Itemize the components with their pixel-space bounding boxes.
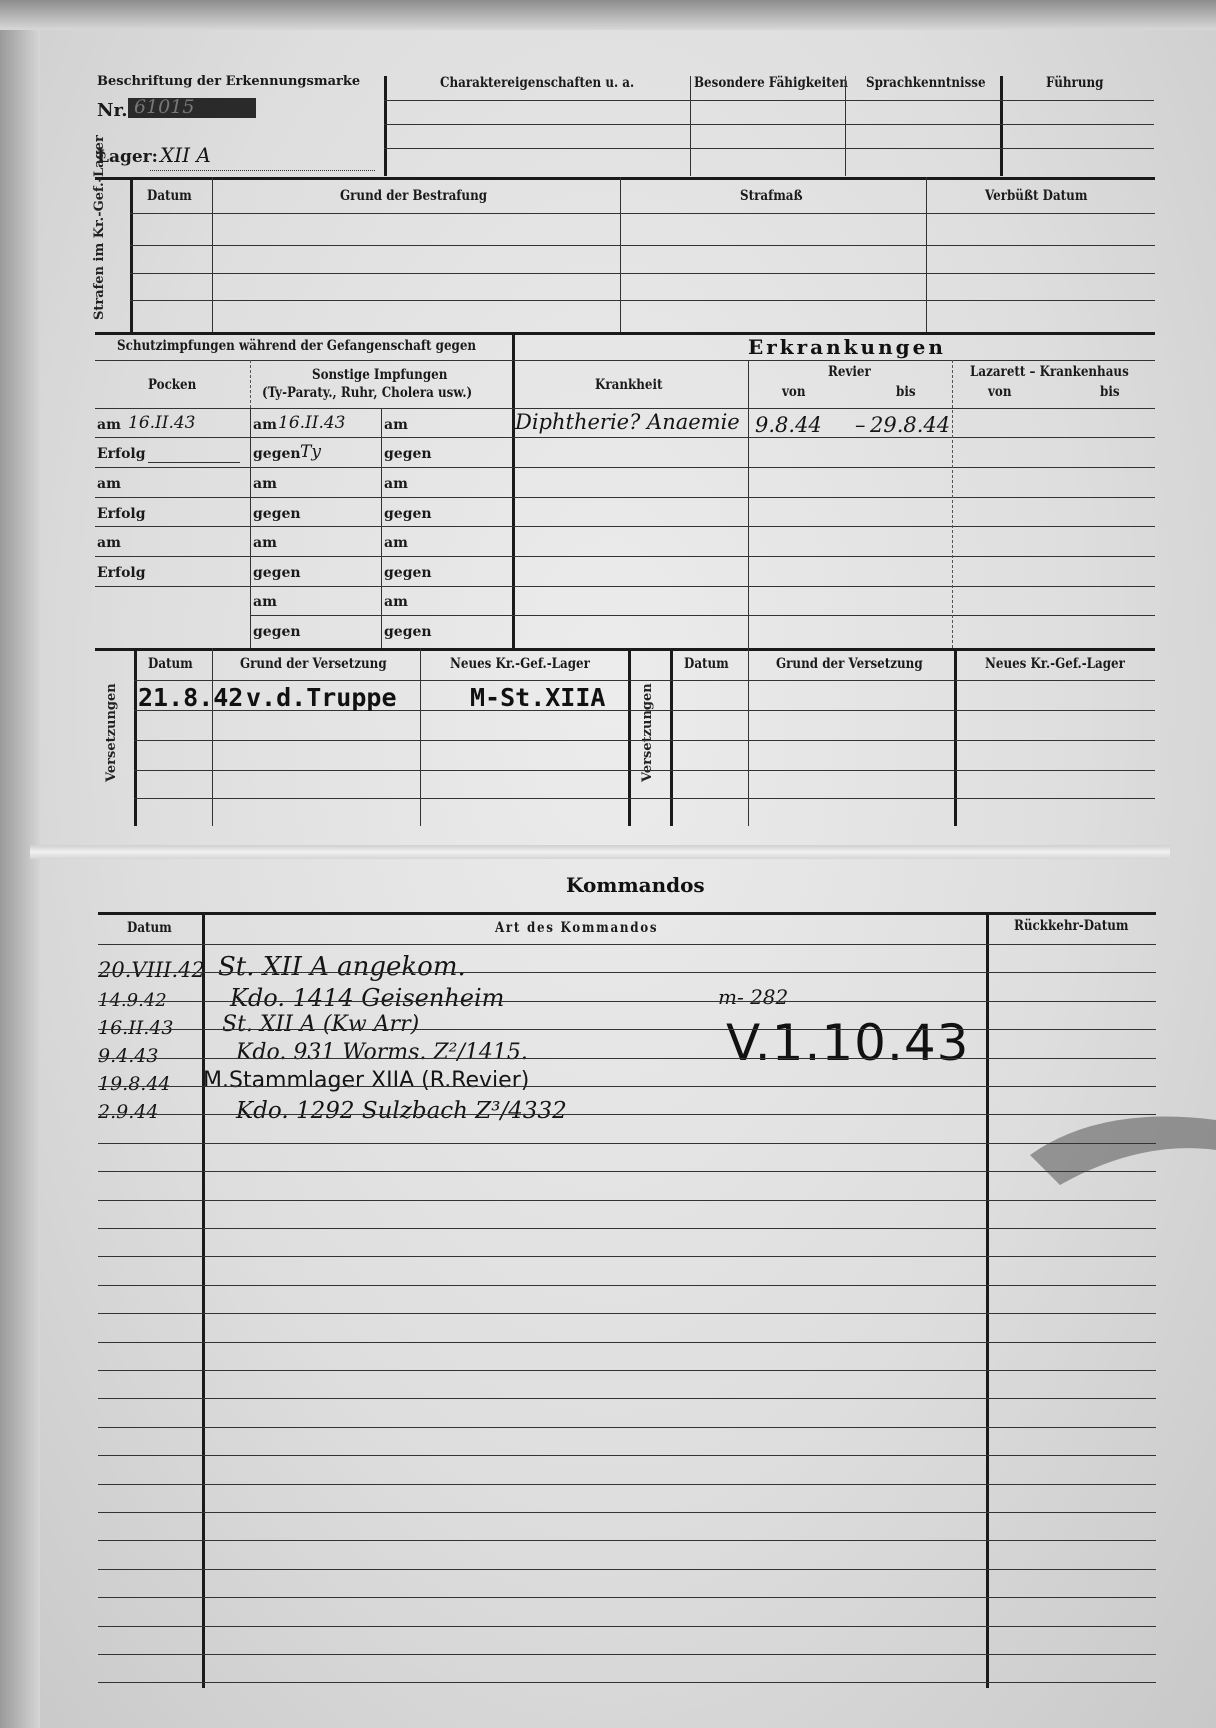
kommando-datum: 16.II.43	[98, 1017, 174, 1039]
row-label: Erfolg	[97, 446, 146, 462]
grid-rule	[95, 526, 1155, 527]
section-rule	[95, 332, 1155, 335]
col-grund-bestrafung: Grund der Bestrafung	[340, 188, 488, 204]
row-label: am	[97, 417, 121, 433]
paper-edge-left	[0, 0, 40, 1728]
paper-crease-shadow	[1020, 1095, 1216, 1215]
col-strafmass: Strafmaß	[740, 188, 803, 204]
strafen-divider	[212, 177, 213, 332]
versetzung-lager: M-St.XIIA	[470, 683, 606, 712]
kommando-row-line	[98, 1512, 1156, 1513]
strafen-divider	[620, 177, 621, 332]
col-lager-left: Neues Kr.-Gef.-Lager	[450, 656, 590, 672]
grid-rule	[95, 467, 1155, 468]
row-label: gegen	[253, 506, 301, 522]
versetzungen-side-label-right: Versetzungen	[640, 683, 655, 782]
grid-rule	[95, 408, 1155, 409]
kommando-row-line	[98, 1597, 1156, 1598]
header-rule	[384, 148, 1154, 149]
kommando-row-line	[98, 972, 1156, 973]
row-label: gegen	[253, 446, 301, 462]
row-label: gegen	[253, 624, 301, 640]
strafen-rule	[130, 273, 1155, 274]
kommando-row-line	[98, 1200, 1156, 1201]
kommando-art: Kdo. 1414 Geisenheim	[230, 984, 505, 1012]
kommando-row-line	[98, 1569, 1156, 1570]
col-sonstige: Sonstige Impfungen	[312, 367, 448, 383]
section-rule	[95, 177, 1155, 180]
strafen-divider	[926, 177, 927, 332]
versetzung-datum: 21.8.42	[138, 683, 244, 712]
col-grund-left: Grund der Versetzung	[240, 656, 387, 672]
col-pocken: Pocken	[148, 377, 197, 393]
col-revier: Revier	[828, 364, 871, 380]
grid-rule	[95, 586, 1155, 587]
strafen-side-label: Strafen im Kr.-Gef.-Lager	[92, 135, 107, 320]
col-verbuesst: Verbüßt Datum	[985, 188, 1088, 204]
row-label: gegen	[384, 565, 432, 581]
col-grund-right: Grund der Versetzung	[776, 656, 923, 672]
row-label: am	[253, 476, 277, 492]
lazarett-von: von	[988, 384, 1012, 400]
row-label: Erfolg	[97, 506, 146, 522]
header-rule	[384, 100, 1154, 101]
kommando-row-line	[98, 944, 1156, 945]
versetzungen-divider	[134, 648, 137, 826]
row-label: am	[384, 476, 408, 492]
kommandos-rule	[98, 912, 1156, 915]
row-label: Erfolg	[97, 565, 146, 581]
kommando-row-line	[98, 1114, 1156, 1115]
revier-dash: –	[855, 413, 866, 437]
versetzungen-rule	[134, 680, 1155, 681]
kommando-row-line	[98, 1313, 1156, 1314]
paper-edge-top	[0, 0, 1216, 30]
lager-dotted-line	[150, 170, 375, 171]
kommando-datum: 9.4.43	[98, 1045, 159, 1067]
header-divider	[690, 76, 691, 176]
row-label: am	[97, 476, 121, 492]
strafen-rule	[130, 300, 1155, 301]
impfungen-divider	[381, 408, 382, 648]
krankheit-entry: Diphtherie? Anaemie	[515, 410, 740, 434]
header-divider	[384, 76, 387, 176]
col-lazarett: Lazarett – Krankenhaus	[970, 364, 1129, 380]
col-lager-right: Neues Kr.-Gef.-Lager	[985, 656, 1125, 672]
row-label: am	[384, 594, 408, 610]
kommando-row-line	[98, 1001, 1156, 1002]
col-fuehrung: Führung	[1046, 75, 1104, 91]
kommando-datum: 2.9.44	[98, 1101, 159, 1123]
row-label: am	[97, 535, 121, 551]
strafen-divider	[130, 177, 133, 332]
kommando-art: St. XII A (Kw Arr)	[222, 1012, 420, 1037]
kommando-note: m- 282	[718, 985, 789, 1009]
kommando-row-line	[98, 1626, 1156, 1627]
header-rule	[384, 124, 1154, 125]
row-label: gegen	[384, 446, 432, 462]
versetzungen-divider	[628, 648, 631, 826]
row-label: am	[253, 535, 277, 551]
kommando-row-line	[98, 1029, 1156, 1030]
sonstige-gegen: Ty	[300, 442, 321, 462]
kommando-row-line	[98, 1058, 1156, 1059]
erkrankungen-title: Erkrankungen	[748, 335, 946, 359]
kommando-row-line	[98, 1086, 1156, 1087]
kommando-row-line	[98, 1370, 1156, 1371]
header-divider	[1000, 76, 1003, 176]
versetzung-grund: v.d.Truppe	[246, 683, 397, 712]
versetzungen-divider	[420, 648, 421, 826]
kommando-row-line	[98, 1143, 1156, 1144]
strafen-rule	[130, 245, 1155, 246]
impfungen-divider	[250, 360, 251, 408]
col-kommando-datum: Datum	[127, 920, 172, 936]
kommando-art: M.Stammlager XIIA (R.Revier)	[203, 1068, 530, 1093]
impfungen-divider	[250, 408, 251, 648]
pocken-date: 16.II.43	[128, 413, 196, 433]
section-rule	[95, 648, 1155, 651]
versetzungen-divider	[748, 648, 749, 826]
row-label: gegen	[384, 624, 432, 640]
kommando-row-line	[98, 1398, 1156, 1399]
kommando-row-line	[98, 1342, 1156, 1343]
impfungen-title: Schutzimpfungen während der Gefangenschaft gegen	[117, 338, 477, 354]
erkrankungen-divider	[748, 360, 749, 648]
kommando-art: Kdo. 1292 Sulzbach Z³/4332	[236, 1098, 567, 1124]
revier-von: von	[782, 384, 806, 400]
row-label: am	[253, 594, 277, 610]
kommando-datum: 19.8.44	[98, 1073, 171, 1095]
kommando-row-line	[98, 1484, 1156, 1485]
col-sprachen: Sprachkenntnisse	[866, 75, 986, 91]
revier-bis-entry: 29.8.44	[870, 413, 951, 437]
beschriftung-label: Beschriftung der Erkennungsmarke	[97, 74, 361, 89]
versetzungen-divider	[212, 648, 213, 826]
kommando-row-line	[98, 1256, 1156, 1257]
impfungen-erkrankungen-divider	[512, 332, 515, 648]
kommando-row-line	[98, 1654, 1156, 1655]
versetzungen-side-label: Versetzungen	[104, 683, 119, 782]
grid-rule	[250, 615, 1155, 616]
lager-label: Lager:	[97, 147, 158, 167]
col-art-kommando: Art des Kommandos	[495, 920, 659, 936]
col-datum-left: Datum	[148, 656, 193, 672]
grid-rule	[95, 437, 1155, 438]
kommando-row-line	[98, 1171, 1156, 1172]
row-label: gegen	[384, 506, 432, 522]
col-sonstige-sub: (Ty-Paraty., Ruhr, Cholera usw.)	[262, 385, 473, 401]
nr-label: Nr.	[97, 100, 128, 121]
sonstige-date: 16.II.43	[278, 413, 346, 433]
kommando-row-line	[98, 1228, 1156, 1229]
nr-value: 61015	[134, 96, 195, 118]
kommando-art: Kdo. 931 Worms. Z²/1415.	[236, 1040, 528, 1065]
versetzungen-divider	[954, 648, 957, 826]
date-stamp: V.1.10.43	[726, 1014, 970, 1072]
kommandos-title: Kommandos	[566, 873, 705, 897]
col-rueckkehr: Rückkehr-Datum	[1014, 918, 1129, 934]
col-faehigkeiten: Besondere Fähigkeiten	[694, 75, 848, 91]
kommando-row-line	[98, 1427, 1156, 1428]
versetzungen-rule	[134, 770, 1155, 771]
erkrankungen-rule	[512, 360, 1155, 361]
erkrankungen-divider	[952, 360, 953, 648]
versetzungen-divider	[670, 648, 673, 826]
strafen-rule	[130, 213, 1155, 214]
erfolg-dash	[148, 462, 240, 463]
row-label: am	[384, 417, 408, 433]
row-label: am	[384, 535, 408, 551]
versetzungen-rule	[134, 740, 1155, 741]
col-datum-right: Datum	[684, 656, 729, 672]
kommando-datum: 14.9.42	[98, 990, 167, 1011]
header-divider	[845, 76, 846, 176]
kommando-datum: 20.VIII.42	[98, 958, 205, 982]
grid-rule	[95, 497, 1155, 498]
revier-von-entry: 9.8.44	[755, 413, 822, 437]
lazarett-bis: bis	[1100, 384, 1120, 400]
row-label: gegen	[253, 565, 301, 581]
kommando-row-line	[98, 1285, 1156, 1286]
revier-bis: bis	[896, 384, 916, 400]
kommando-row-line	[98, 1540, 1156, 1541]
impfungen-rule	[95, 360, 513, 361]
kommando-art: St. XII A angekom.	[218, 952, 466, 982]
col-krankheit: Krankheit	[595, 377, 663, 393]
grid-rule	[95, 556, 1155, 557]
kommando-row-line	[98, 1682, 1156, 1683]
versetzungen-rule	[134, 798, 1155, 799]
lager-value: XII A	[160, 143, 211, 167]
paper-fold	[30, 845, 1170, 859]
row-label: am	[253, 417, 277, 433]
kommando-row-line	[98, 1455, 1156, 1456]
col-datum: Datum	[147, 188, 192, 204]
col-charakter: Charaktereigenschaften u. a.	[440, 75, 635, 91]
